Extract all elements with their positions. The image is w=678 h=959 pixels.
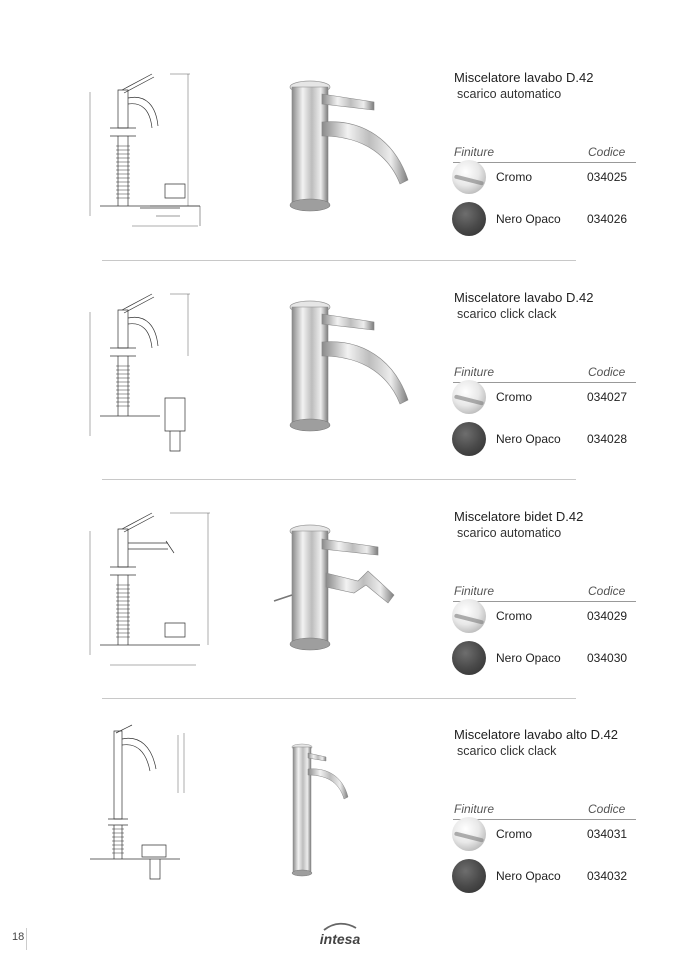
finish-column-header: Finiture: [454, 802, 495, 816]
finish-name: Nero Opaco: [496, 651, 561, 665]
product-card: [0, 505, 678, 723]
technical-drawing: [70, 286, 220, 486]
product-subtitle: scarico automatico: [457, 87, 562, 101]
product-title: Miscelatore lavabo D.42: [454, 290, 594, 305]
product-title: Miscelatore lavabo D.42: [454, 70, 594, 85]
brand-name: intesa: [319, 931, 361, 947]
page-number-rule: [26, 928, 27, 950]
technical-drawing: [70, 505, 220, 705]
matte-black-swatch: [452, 422, 486, 456]
section-divider: [102, 698, 576, 699]
section-divider: [102, 260, 576, 261]
product-code: 034026: [587, 212, 628, 226]
product-subtitle: scarico automatico: [457, 526, 562, 540]
product-photo: [262, 511, 432, 691]
product-photo: [262, 292, 432, 472]
code-column-header: Codice: [588, 145, 626, 159]
product-code: 034025: [587, 170, 628, 184]
product-code: 034027: [587, 390, 628, 404]
finish-name: Nero Opaco: [496, 869, 561, 883]
code-column-header: Codice: [588, 802, 626, 816]
finish-name: Cromo: [496, 609, 533, 623]
product-photo: [262, 729, 432, 909]
product-code: 034032: [587, 869, 628, 883]
product-card: [0, 286, 678, 504]
finish-column-header: Finiture: [454, 584, 495, 598]
chrome-swatch: [452, 817, 486, 851]
brand-logo: [310, 920, 370, 952]
chrome-swatch: [452, 160, 486, 194]
header-rule: [453, 162, 636, 163]
chrome-swatch: [452, 380, 486, 414]
section-divider: [102, 479, 576, 480]
technical-drawing: [70, 66, 220, 266]
chrome-swatch: [452, 599, 486, 633]
product-subtitle: scarico click clack: [457, 307, 557, 321]
finish-name: Nero Opaco: [496, 212, 561, 226]
code-column-header: Codice: [588, 584, 626, 598]
finish-name: Cromo: [496, 390, 533, 404]
header-rule: [453, 382, 636, 383]
header-rule: [453, 601, 636, 602]
product-title: Miscelatore bidet D.42: [454, 509, 584, 524]
product-code: 034028: [587, 432, 628, 446]
finish-name: Cromo: [496, 827, 533, 841]
product-photo: [262, 72, 432, 252]
product-card: [0, 66, 678, 284]
technical-drawing: [70, 723, 220, 923]
finish-name: Cromo: [496, 170, 533, 184]
finish-name: Nero Opaco: [496, 432, 561, 446]
code-column-header: Codice: [588, 365, 626, 379]
header-rule: [453, 819, 636, 820]
matte-black-swatch: [452, 641, 486, 675]
finish-column-header: Finiture: [454, 145, 495, 159]
matte-black-swatch: [452, 202, 486, 236]
page-number: 18: [12, 931, 25, 943]
product-code: 034030: [587, 651, 628, 665]
product-title: Miscelatore lavabo alto D.42: [454, 727, 619, 742]
product-card: [0, 723, 678, 941]
product-code: 034029: [587, 609, 628, 623]
finish-column-header: Finiture: [454, 365, 495, 379]
product-code: 034031: [587, 827, 628, 841]
product-subtitle: scarico click clack: [457, 744, 557, 758]
matte-black-swatch: [452, 859, 486, 893]
